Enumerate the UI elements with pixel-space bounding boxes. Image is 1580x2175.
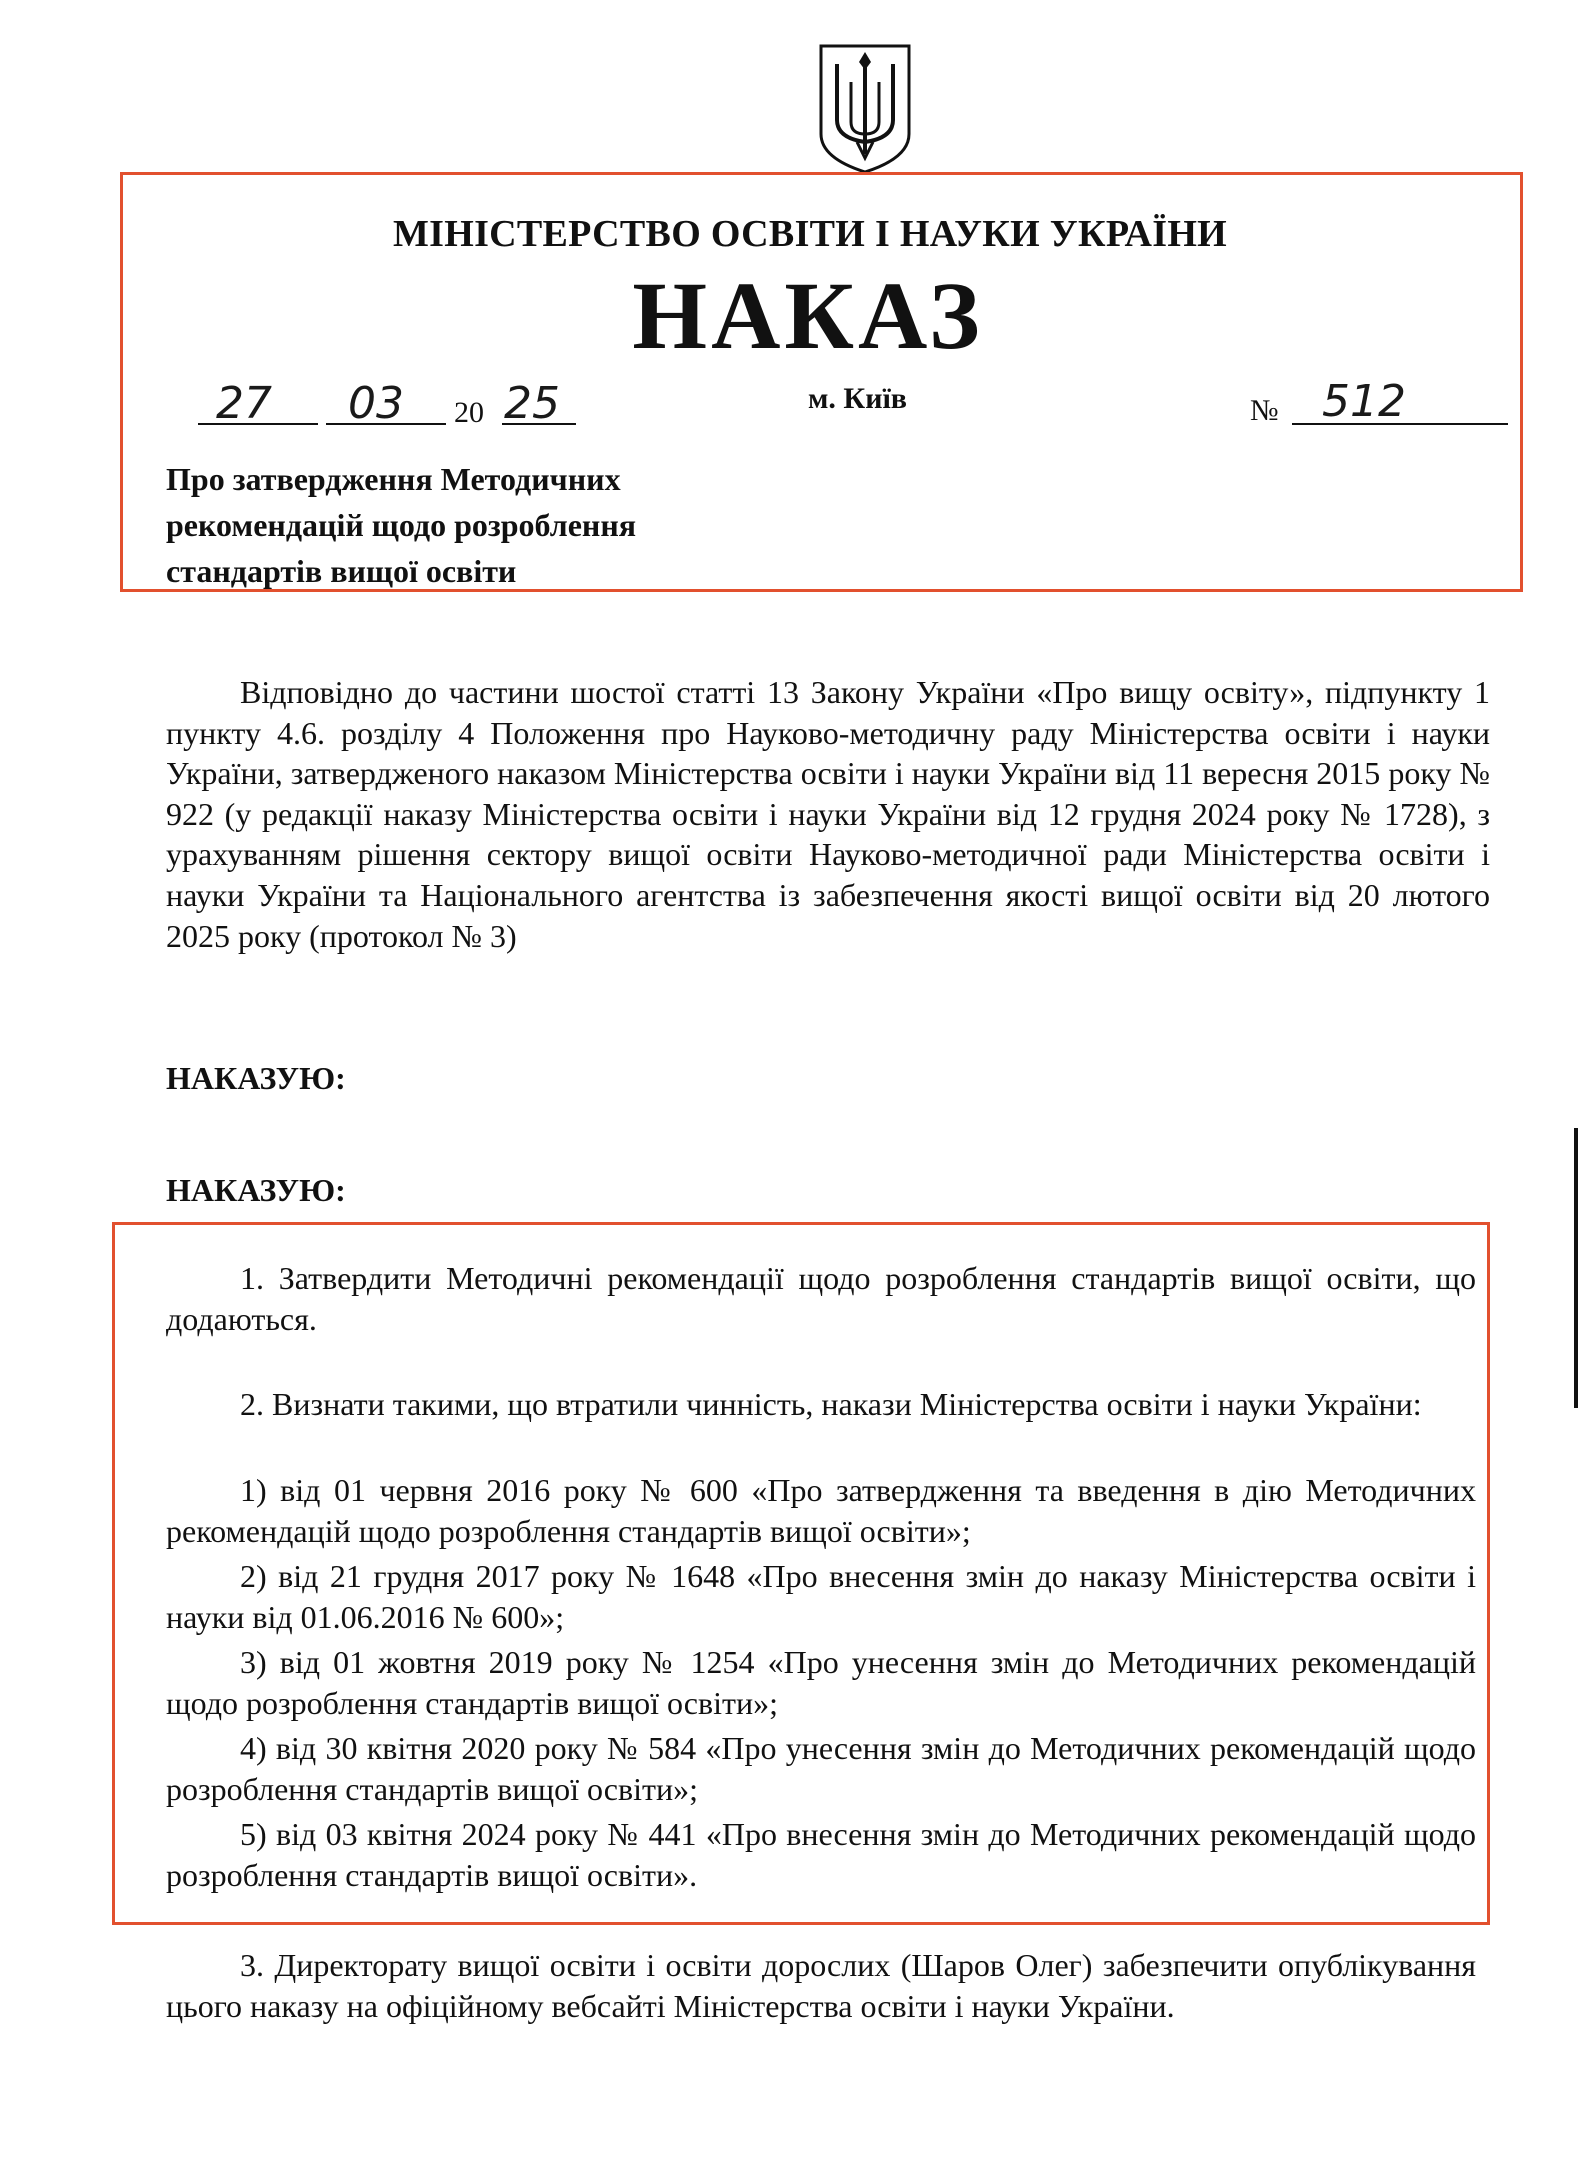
date-month: 03 bbox=[348, 378, 404, 429]
order-heading-1: НАКАЗУЮ: bbox=[166, 1060, 346, 1096]
number-value: 512 bbox=[1322, 376, 1406, 427]
order-item-1: 1. Затвердити Методичні рекомендації щодо розроблення стандартів вищої освіти, що додаються. bbox=[166, 1260, 1476, 1337]
order-item-3: 3. Директорату вищої освіти і освіти дорослих (Шаров Олег) забезпечити опублікування цього наказу на офіційному вебсайті Міністерства освіти і науки України. bbox=[166, 1947, 1476, 2024]
order-date bbox=[198, 378, 578, 438]
order-heading-2: НАКАЗУЮ: bbox=[166, 1172, 346, 1208]
date-day: 27 bbox=[216, 378, 272, 429]
number-prefix: № bbox=[1250, 394, 1279, 427]
order-subject bbox=[166, 456, 636, 594]
scan-edge-mark bbox=[1574, 1128, 1578, 1408]
subject-line: Про затвердження Методичних bbox=[166, 461, 621, 497]
order-subitem-1: 1) від 01 червня 2016 року № 600 «Про затвердження та введення в дію Методичних рекомендацій щодо розроблення стандартів вищої освіти»; bbox=[166, 1472, 1476, 1549]
trident-coat-of-arms-icon bbox=[817, 42, 913, 174]
document-type-title: НАКАЗ bbox=[632, 262, 984, 369]
order-number bbox=[1250, 376, 1510, 436]
date-year: 25 bbox=[504, 378, 560, 429]
order-item-2: 2. Визнати такими, що втратили чинність, накази Міністерства освіти і науки України: bbox=[240, 1386, 1422, 1422]
date-century: 20 bbox=[454, 396, 484, 429]
preamble-paragraph: Відповідно до частини шостої статті 13 Закону України «Про вищу освіту», підпункту 1 пункту 4.6. розділу 4 Положення про Науково-методичну раду Міністерства освіти і науки України, затвердженого наказом Міністерства освіти і науки України від 11 вересня 2015 року № 922 (у редакції наказу Міністерства освіти і науки України від 12 грудня 2024 року № 1728), з урахуванням рішення сектору вищої освіти Науково-методичної ради Міністерства освіти і науки України та Національного агентства із забезпечення якості вищої освіти від 20 лютого 2025 року (протокол № 3) bbox=[166, 674, 1490, 954]
city-label: м. Київ bbox=[808, 382, 908, 415]
order-subitem-3: 3) від 01 жовтня 2019 року № 1254 «Про унесення змін до Методичних рекомендацій щодо розроблення стандартів вищої освіти»; bbox=[166, 1644, 1476, 1721]
order-subitem-2: 2) від 21 грудня 2017 року № 1648 «Про внесення змін до наказу Міністерства освіти і науки від 01.06.2016 № 600»; bbox=[166, 1558, 1476, 1635]
order-subitem-5: 5) від 03 квітня 2024 року № 441 «Про внесення змін до Методичних рекомендацій щодо розроблення стандартів вищої освіти». bbox=[166, 1816, 1476, 1893]
order-subitem-4: 4) від 30 квітня 2020 року № 584 «Про унесення змін до Методичних рекомендацій щодо розроблення стандартів вищої освіти»; bbox=[166, 1730, 1476, 1807]
ministry-name: МІНІСТЕРСТВО ОСВІТИ І НАУКИ УКРАЇНИ bbox=[392, 213, 1228, 255]
subject-line: рекомендацій щодо розроблення bbox=[166, 507, 637, 543]
subject-line: стандартів вищої освіти bbox=[166, 553, 517, 589]
